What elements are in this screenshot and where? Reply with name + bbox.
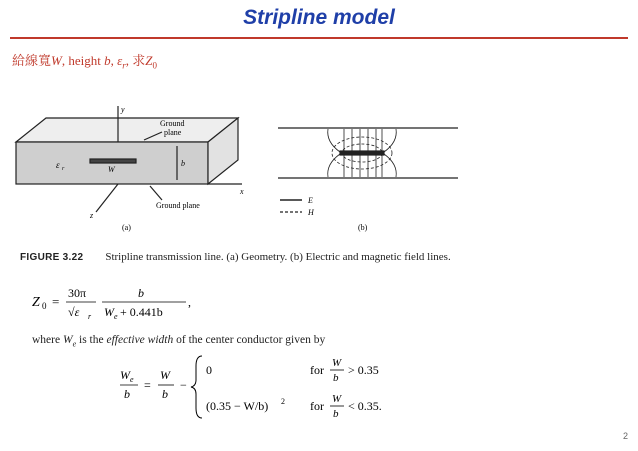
label-w: W: [108, 165, 115, 174]
given-z-sub: 0: [152, 60, 157, 71]
frac-a-num: 30π: [68, 286, 87, 300]
we-equation: [120, 352, 420, 422]
given-mid: , height: [61, 53, 105, 68]
frac-b-den-rest: + 0.441b: [120, 305, 163, 319]
legend-e-label: E: [308, 196, 313, 205]
caption-number: FIGURE 3.22: [20, 252, 84, 263]
case1-frac-num: W: [332, 357, 342, 369]
case1-for: for: [310, 363, 324, 377]
title-underline: [10, 37, 628, 39]
subfig-a: (a): [122, 223, 131, 232]
cases-brace: [191, 356, 202, 418]
label-b: b: [181, 159, 185, 168]
where-we: W: [62, 334, 73, 346]
given-statement: [12, 50, 157, 71]
ground-bottom-leader: [150, 186, 162, 200]
we-frac-num: W: [120, 368, 130, 382]
label-eps: ε: [56, 160, 60, 170]
frac-a-den-sub: r: [88, 312, 92, 321]
given-cjk-a: 給線寬: [12, 53, 52, 68]
we-minus: −: [180, 378, 187, 392]
case1-value: 0: [206, 363, 212, 377]
where-3: of the center conductor given by: [173, 334, 326, 346]
label-y: y: [121, 105, 125, 114]
we-frac-num-sub: e: [130, 375, 134, 384]
case1-frac-den: b: [333, 372, 339, 384]
frac-b-num: b: [138, 286, 144, 300]
label-ground-top-1: Ground: [160, 119, 185, 128]
legend-h-label: H: [308, 208, 314, 217]
z-axis: [96, 184, 118, 212]
given-eps: ε: [117, 53, 123, 68]
stripline-figure: [12, 102, 482, 242]
z0-equation: [32, 278, 232, 326]
case2-value: (0.35 − W/b): [206, 399, 269, 413]
z0-comma: ,: [188, 295, 191, 309]
figure-caption: [20, 251, 451, 263]
we-frac-den: b: [124, 387, 130, 401]
case1-condition: > 0.35: [348, 363, 379, 377]
w-frac-den: b: [162, 387, 168, 401]
z0-lhs-sub: 0: [42, 301, 47, 311]
geometry-diagram: [16, 106, 242, 212]
top-ground-plane: [16, 118, 238, 142]
label-z: z: [90, 211, 94, 220]
label-x: x: [240, 187, 244, 196]
label-ground-top-2: plane: [164, 128, 182, 137]
w-frac-num: W: [160, 368, 170, 382]
where-1: where: [32, 334, 63, 346]
case2-frac-den: b: [333, 408, 339, 420]
given-z: Z: [145, 53, 153, 68]
frac-a-den: √ε: [68, 305, 80, 319]
frac-b-den-sub: e: [114, 312, 118, 321]
subfig-b: (b): [358, 223, 368, 232]
case2-condition: < 0.35.: [348, 399, 382, 413]
where-italic: effective width: [106, 334, 174, 346]
given-b: b: [104, 53, 111, 68]
label-eps-sub: r: [62, 166, 65, 172]
center-conductor: [90, 159, 136, 163]
strip-cross-section: [340, 151, 384, 155]
given-eps-sub: r: [122, 60, 126, 71]
where-we-sub: e: [72, 339, 77, 349]
case2-frac-num: W: [332, 393, 342, 405]
field-diagram: [278, 128, 458, 212]
where-2: is the: [76, 334, 107, 346]
given-cjk-b: , 求: [125, 53, 146, 68]
caption-text: Stripline transmission line. (a) Geometry. (b) Electric and magnetic field lines.: [105, 251, 451, 263]
slide-title: Stripline model: [243, 6, 395, 29]
given-sep: ,: [110, 53, 118, 68]
where-sentence: [32, 334, 325, 348]
z0-eq: =: [52, 294, 60, 309]
frac-b-den-w: W: [104, 305, 114, 319]
label-ground-bottom: Ground plane: [156, 201, 200, 210]
z0-lhs: Z: [32, 295, 40, 310]
case2-for: for: [310, 399, 324, 413]
given-w: W: [51, 53, 62, 68]
page-number: 2: [622, 431, 628, 441]
we-eq: =: [144, 378, 151, 392]
case2-exponent: 2: [281, 397, 285, 406]
